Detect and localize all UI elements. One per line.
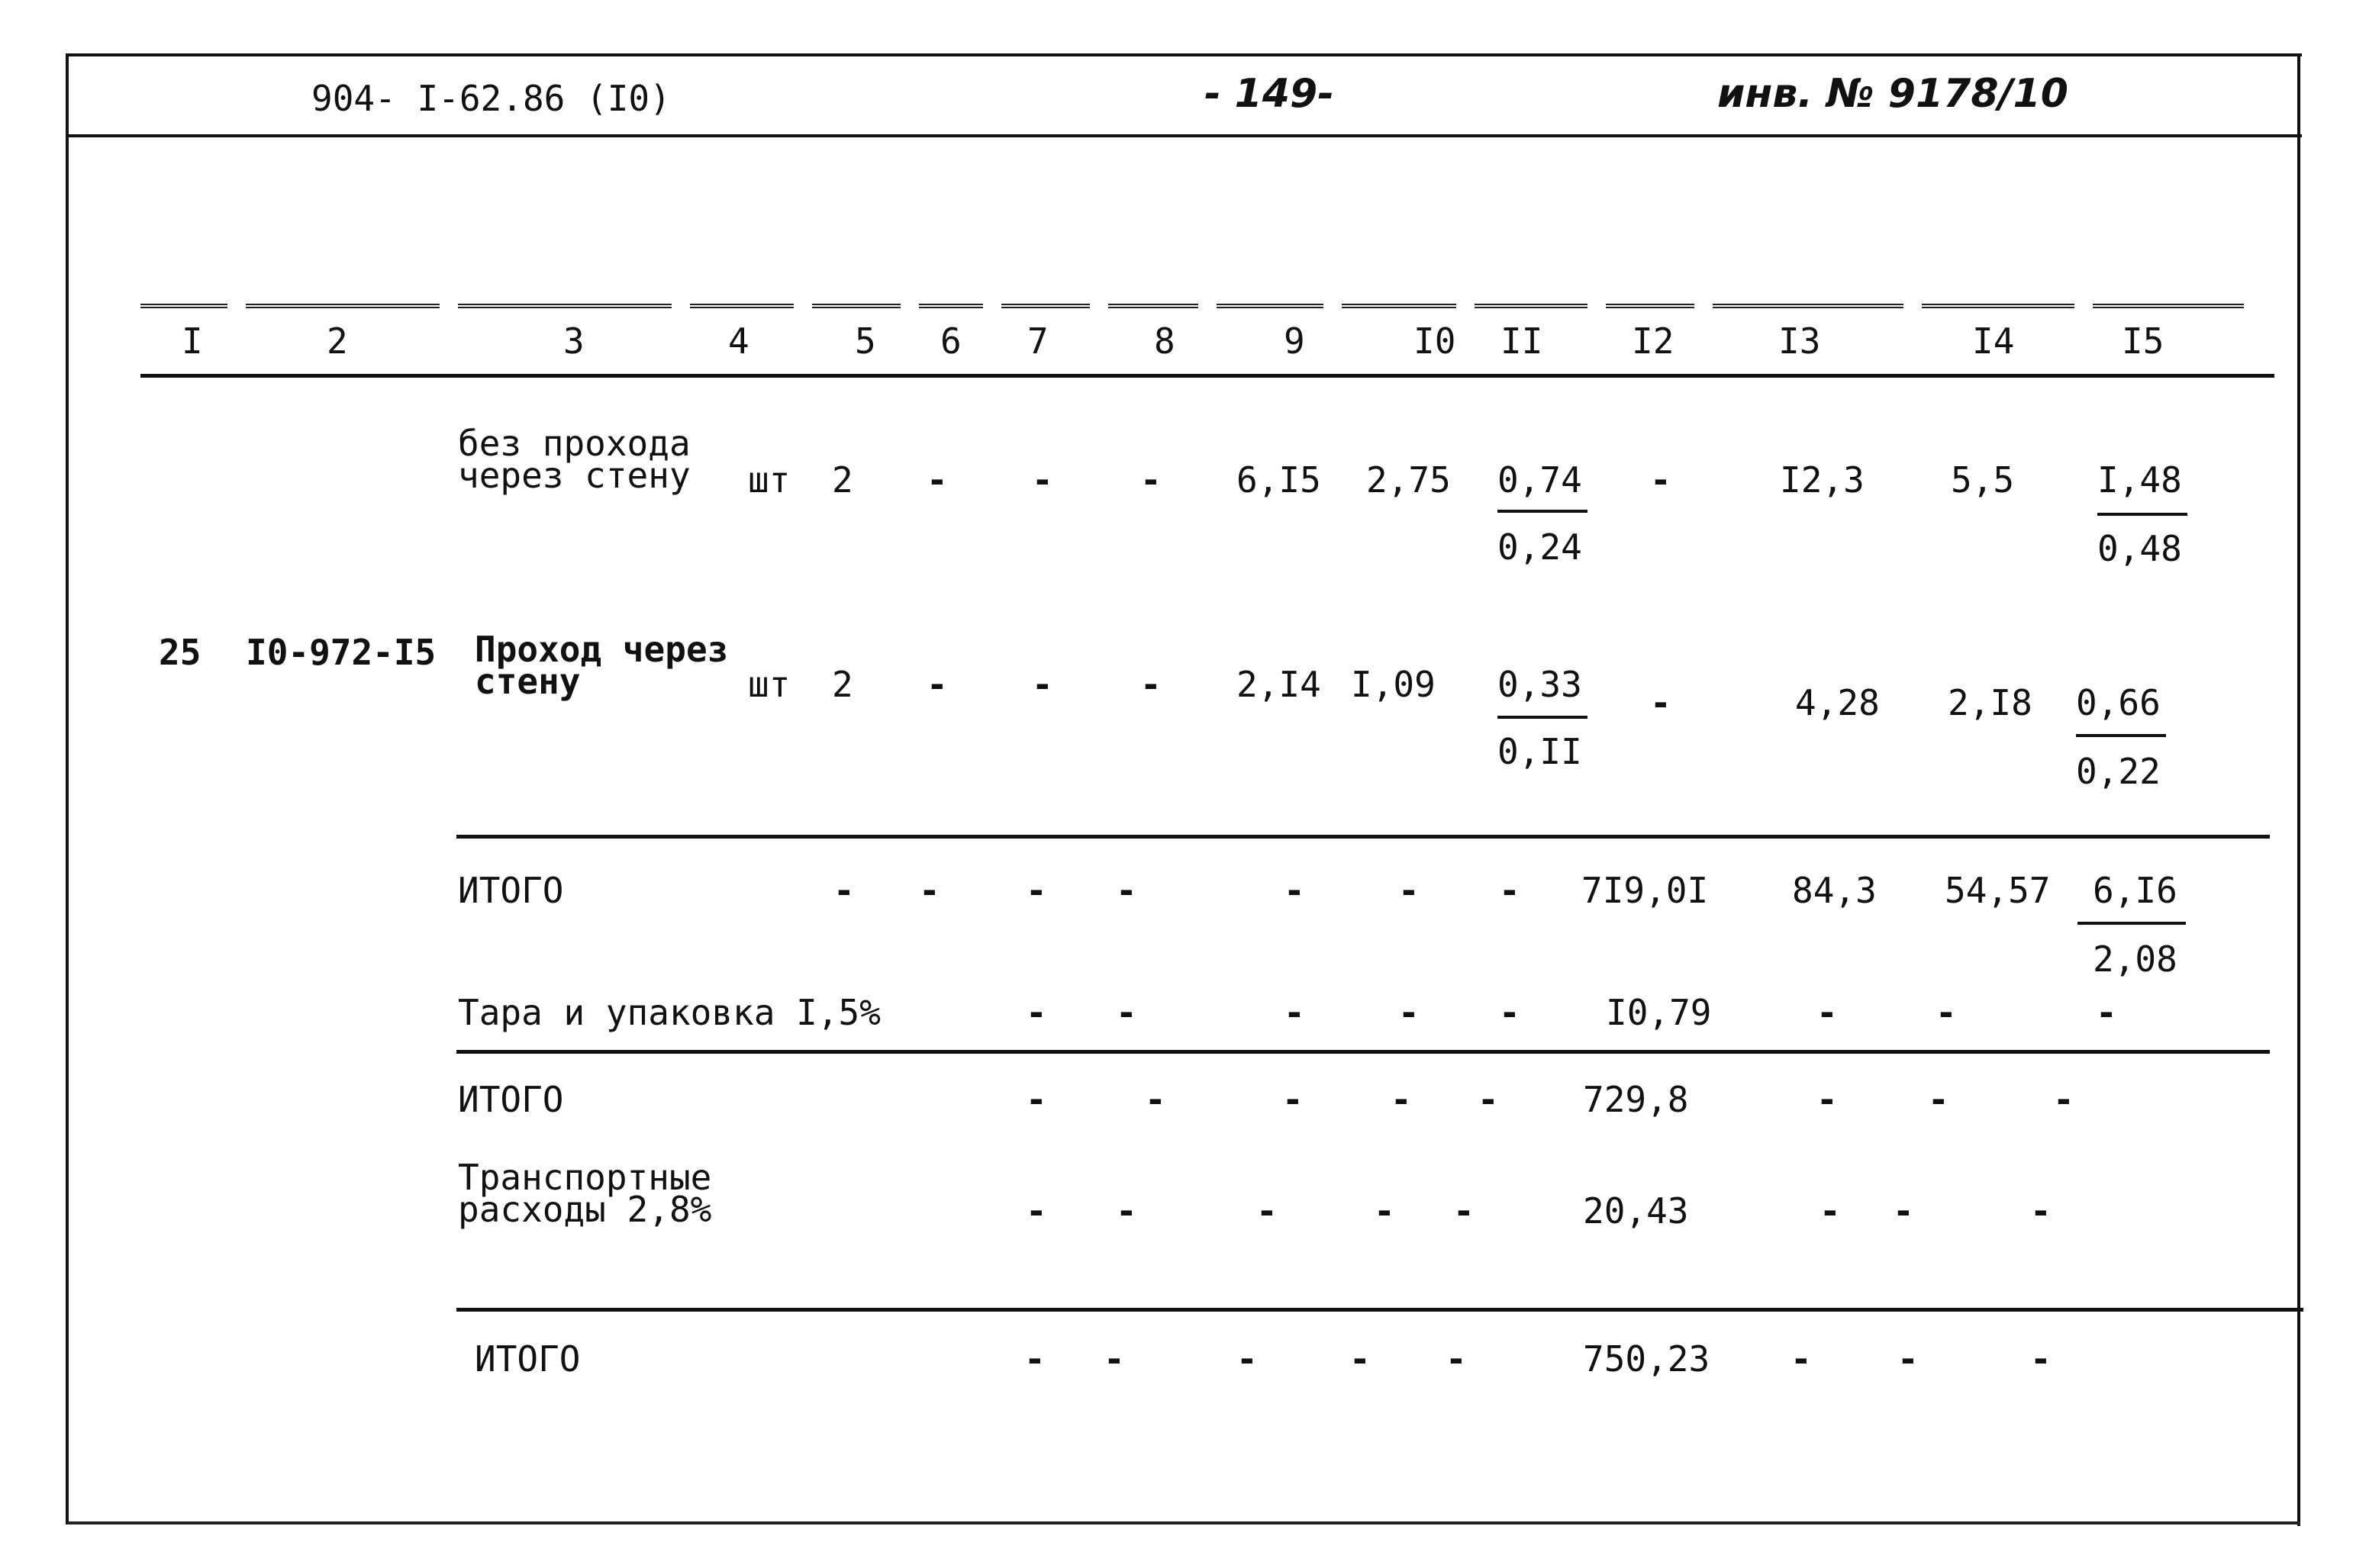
cell: - <box>1282 1079 1304 1120</box>
cell: - <box>1140 664 1162 705</box>
cell: - <box>1791 1338 1812 1380</box>
cell: I,09 <box>1351 664 1436 705</box>
cell: - <box>1398 870 1420 911</box>
header-bottom-rule <box>140 374 2274 378</box>
cell: - <box>1116 870 1137 911</box>
cell: - <box>919 870 940 911</box>
frame-bottom-border <box>67 1521 2300 1525</box>
cell: - <box>1032 664 1053 705</box>
cell: - <box>1145 1079 1166 1120</box>
cell: - <box>1893 1190 1914 1232</box>
fraction-bar <box>1497 510 1587 513</box>
cell: - <box>1236 1338 1258 1380</box>
cell: 6,I5 <box>1236 459 1321 501</box>
cell: - <box>1026 992 1047 1033</box>
column-header: 2 <box>327 320 348 362</box>
cell: - <box>833 870 855 911</box>
frame-right-border <box>2297 53 2300 1526</box>
cell: - <box>2030 1190 2052 1232</box>
cell: 2,I4 <box>1236 664 1321 705</box>
cell: - <box>1256 1190 1278 1232</box>
fraction-denominator: 0,22 <box>2076 751 2161 792</box>
cell: - <box>1650 682 1671 723</box>
column-header: 7 <box>1027 320 1049 362</box>
fraction-numerator: 0,74 <box>1497 459 1582 501</box>
cell: - <box>1499 870 1520 911</box>
header-divider <box>67 134 2302 137</box>
cell: 20,43 <box>1583 1190 1689 1232</box>
item-name: Проход через стену <box>475 629 729 702</box>
item-code: I0-972-I5 <box>246 632 437 673</box>
total-label: ИТОГО <box>458 870 564 911</box>
column-header: 5 <box>855 320 876 362</box>
cell: - <box>1026 1079 1047 1120</box>
column-header: II <box>1500 320 1543 362</box>
fraction-numerator: 6,I6 <box>2093 870 2177 911</box>
cell: - <box>1820 1190 1841 1232</box>
row-number: 25 <box>159 632 201 673</box>
fraction-denominator: 0,48 <box>2097 528 2182 569</box>
fraction-numerator: 0,33 <box>1497 664 1582 705</box>
cell: - <box>1349 1338 1371 1380</box>
cell: - <box>1391 1079 1412 1120</box>
total-label: ИТОГО <box>458 1079 564 1120</box>
row-label: Тара и упаковка I,5% <box>458 992 881 1033</box>
cell: - <box>1104 1338 1125 1380</box>
column-header: I <box>182 320 203 362</box>
cell: 2,75 <box>1366 459 1451 501</box>
cell: 54,57 <box>1945 870 2051 911</box>
column-header: I4 <box>1972 320 2015 362</box>
cell: - <box>927 459 948 501</box>
column-header: 8 <box>1154 320 1175 362</box>
inventory-number: инв. № 9178/10 <box>1717 71 2068 117</box>
cell: - <box>1374 1190 1395 1232</box>
row-label: Транспортные расходы 2,8% <box>458 1157 712 1230</box>
cell: 7I9,0I <box>1581 870 1709 911</box>
cell: - <box>1284 870 1305 911</box>
item-name: без прохода через стену <box>458 423 691 496</box>
cell: - <box>2030 1338 2052 1380</box>
cell: - <box>1499 992 1520 1033</box>
cell: - <box>1446 1338 1467 1380</box>
cell: - <box>1398 992 1420 1033</box>
column-header: I0 <box>1413 320 1456 362</box>
cell: - <box>2053 1079 2074 1120</box>
cell: - <box>1816 1079 1838 1120</box>
cell: - <box>1116 1190 1137 1232</box>
cell: 2 <box>832 664 853 705</box>
fraction-bar <box>2076 734 2166 737</box>
cell: - <box>1032 459 1053 501</box>
column-header: I5 <box>2122 320 2164 362</box>
unit: шт <box>748 459 791 501</box>
cell: - <box>1026 870 1047 911</box>
fraction-numerator: I,48 <box>2097 459 2182 501</box>
cell: - <box>1478 1079 1499 1120</box>
section-rule <box>456 1308 2303 1312</box>
cell: 84,3 <box>1792 870 1877 911</box>
cell: - <box>2096 992 2117 1033</box>
cell: 750,23 <box>1583 1338 1710 1380</box>
cell: - <box>1453 1190 1475 1232</box>
cell: I0,79 <box>1606 992 1712 1033</box>
column-header: 9 <box>1284 320 1305 362</box>
column-header: I2 <box>1632 320 1674 362</box>
cell: 2,I8 <box>1948 682 2032 723</box>
column-header: 4 <box>728 320 749 362</box>
cell: 729,8 <box>1583 1079 1689 1120</box>
column-header: I3 <box>1778 320 1821 362</box>
fraction-denominator: 2,08 <box>2093 939 2177 980</box>
document-code: 904- I-62.86 (I0) <box>311 78 671 119</box>
section-rule <box>456 835 2270 839</box>
cell: - <box>927 664 948 705</box>
fraction-denominator: 0,24 <box>1497 526 1582 568</box>
total-label: ИТОГО <box>475 1338 581 1380</box>
section-rule <box>456 1050 2270 1054</box>
fraction-bar <box>1497 716 1587 719</box>
column-header: 6 <box>940 320 962 362</box>
column-header: 3 <box>563 320 585 362</box>
cell: - <box>1897 1338 1919 1380</box>
unit: шт <box>748 664 791 705</box>
fraction-bar <box>2097 513 2187 516</box>
cell: - <box>1936 992 1957 1033</box>
cell: 2 <box>832 459 853 501</box>
page-number: - 149- <box>1204 71 1334 117</box>
cell: - <box>1140 459 1162 501</box>
cell: - <box>1928 1079 1949 1120</box>
fraction-bar <box>2077 922 2186 925</box>
cell: 5,5 <box>1951 459 2015 501</box>
cell: - <box>1116 992 1137 1033</box>
cell: - <box>1650 459 1671 501</box>
cell: I2,3 <box>1780 459 1865 501</box>
cell: - <box>1024 1338 1046 1380</box>
fraction-denominator: 0,II <box>1497 731 1582 772</box>
cell: 4,28 <box>1795 682 1880 723</box>
frame-top-border <box>67 53 2302 56</box>
cell: - <box>1284 992 1305 1033</box>
fraction-numerator: 0,66 <box>2076 682 2161 723</box>
frame-left-border <box>66 53 69 1525</box>
cell: - <box>1816 992 1838 1033</box>
cell: - <box>1026 1190 1047 1232</box>
